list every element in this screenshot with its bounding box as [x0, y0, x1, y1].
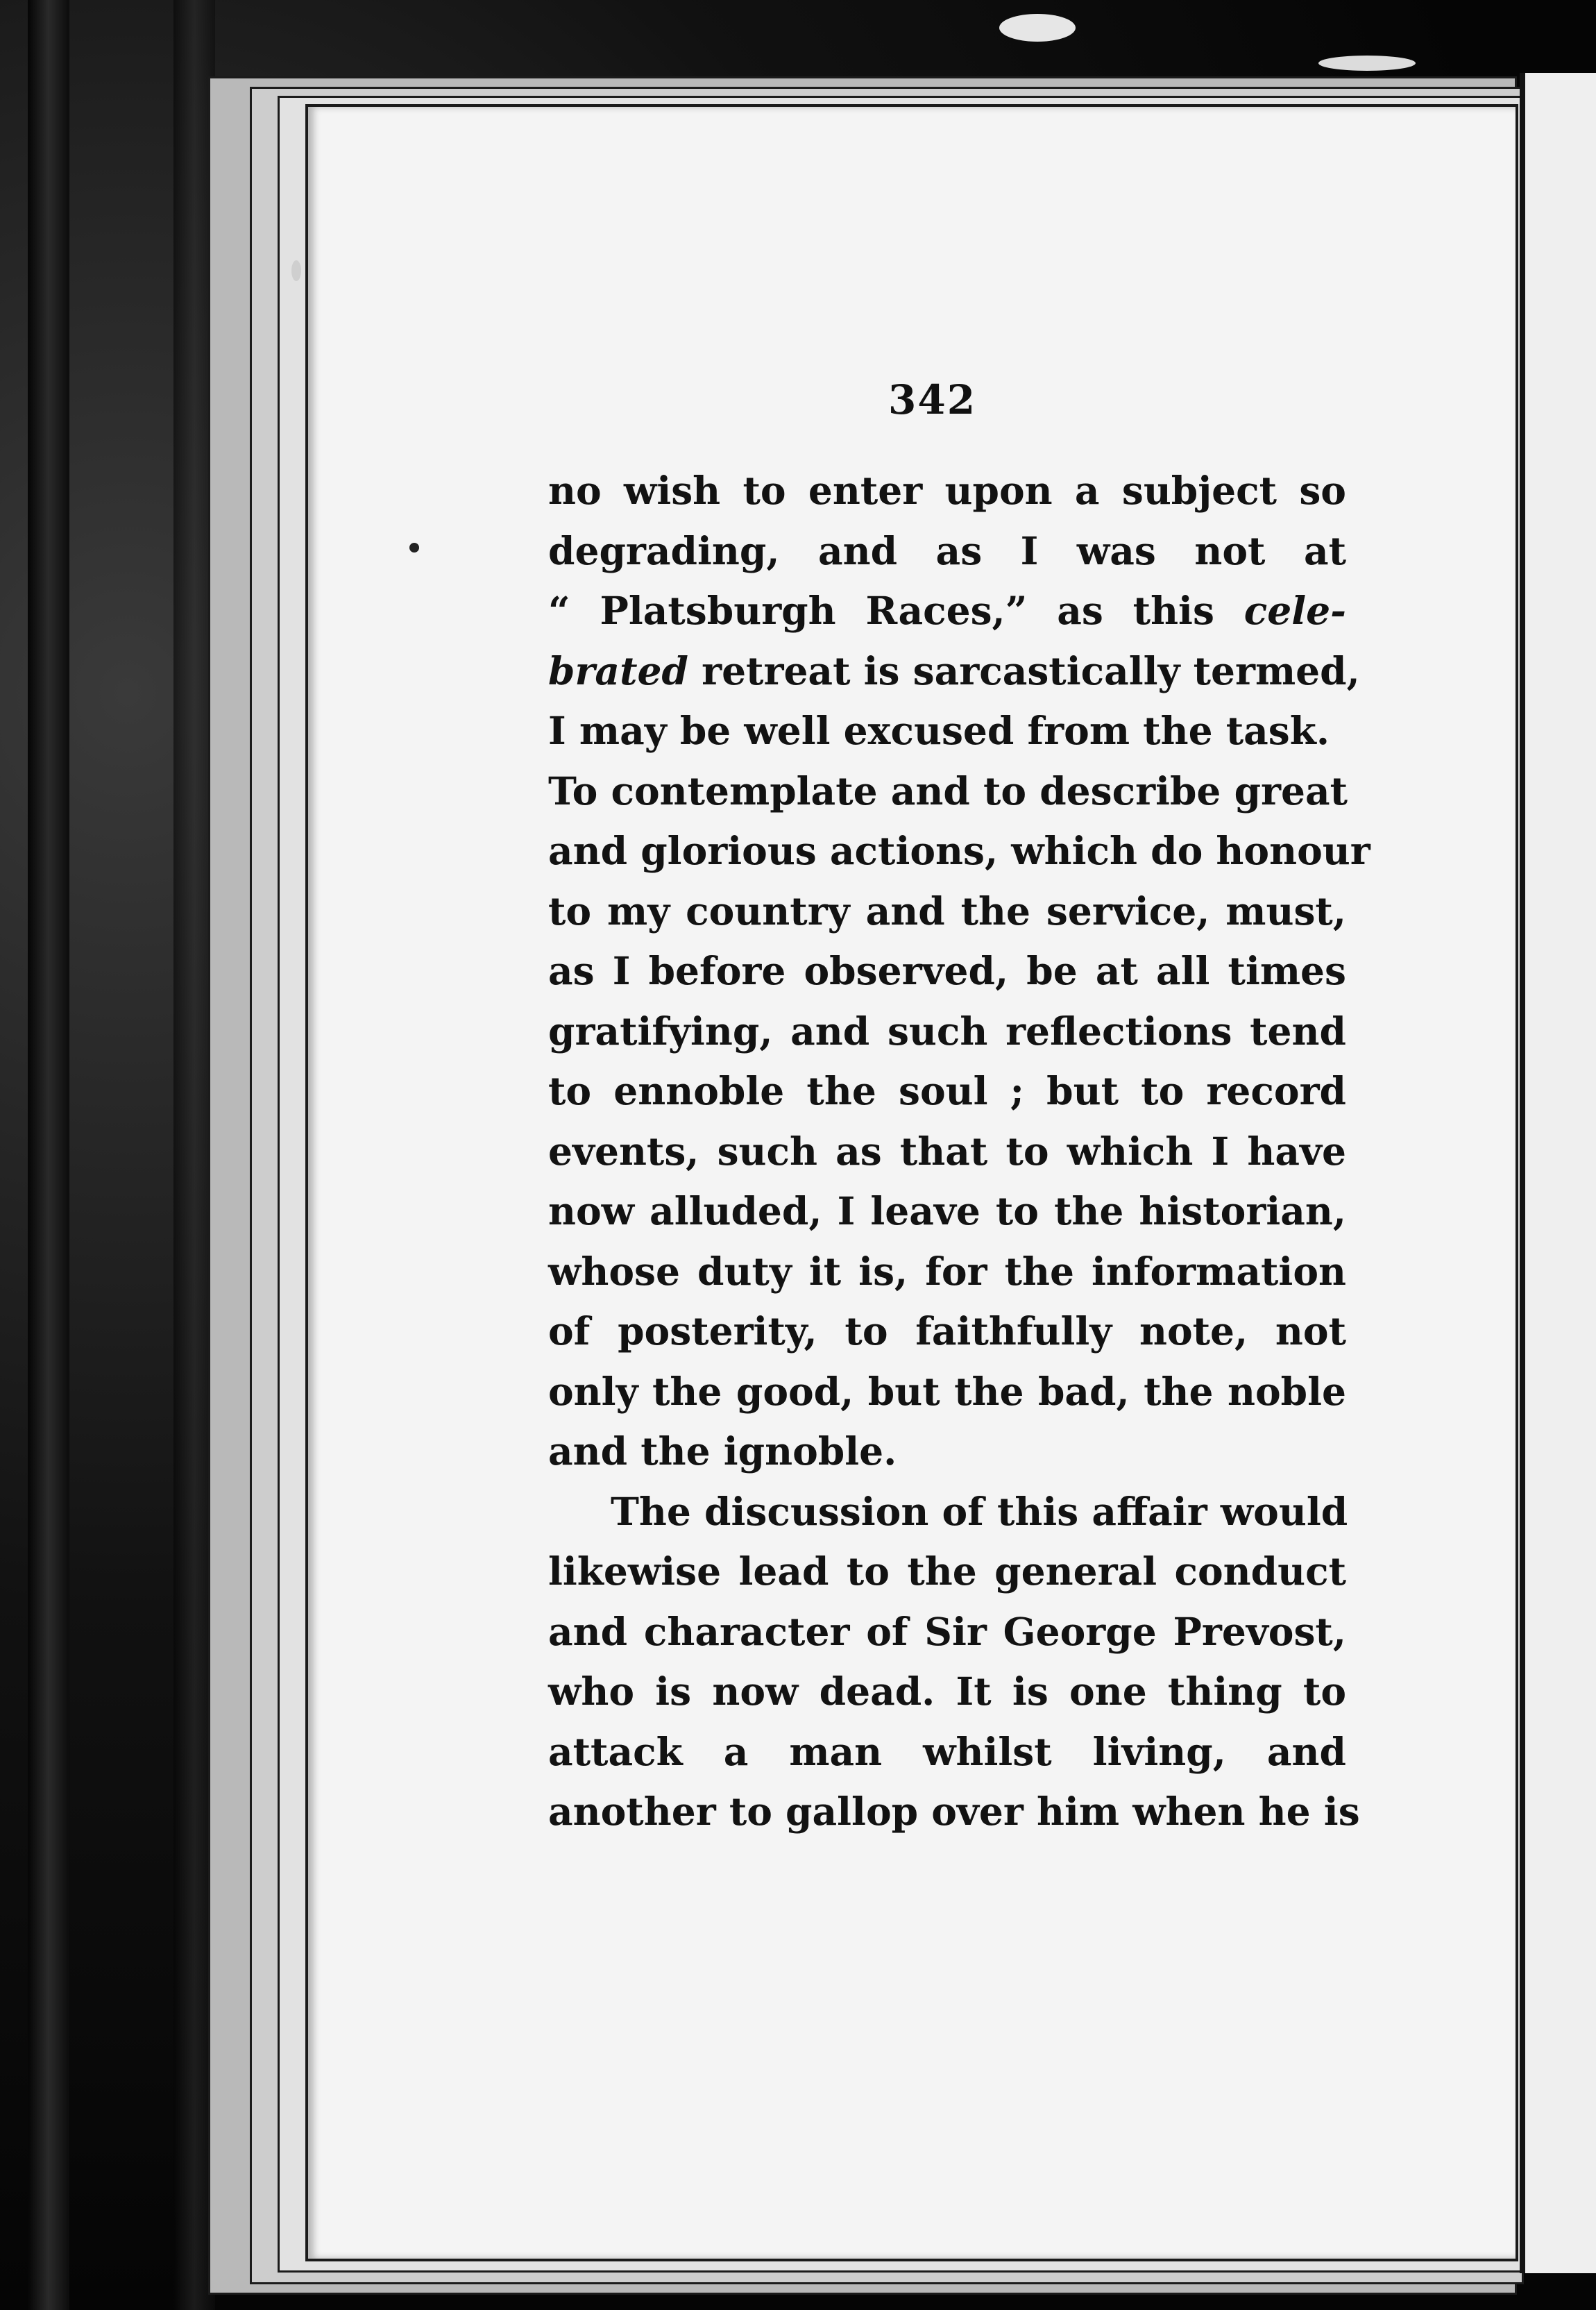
text-line: [548, 1602, 1346, 1662]
text-segment: another to gallop over him when he is: [548, 1789, 1360, 1834]
text-segment: gratifying, and such reflections tend: [548, 1008, 1346, 1054]
text-segment: and glorious actions, which do honour: [548, 828, 1370, 873]
text-line: [548, 1542, 1346, 1602]
text-line: [548, 461, 1346, 521]
text-segment: and the ignoble.: [548, 1428, 897, 1474]
text-line: [548, 882, 1346, 942]
text-line: [548, 1242, 1346, 1302]
text-segment: as I before observed, be at all times: [548, 948, 1346, 993]
text-segment: now alluded, I leave to the historian,: [548, 1188, 1346, 1233]
facing-page-edge: [1520, 73, 1596, 2273]
text-line: [548, 1181, 1346, 1242]
text-segment: I may be well excused from the task.: [548, 708, 1330, 753]
text-line: [548, 1482, 1346, 1542]
text-line: [548, 1362, 1346, 1422]
text-line: [548, 1061, 1346, 1122]
text-segment: retreat is sarcastically termed,: [688, 648, 1360, 693]
text-segment: events, such as that to which I have: [548, 1128, 1346, 1174]
text-line: [548, 1722, 1346, 1782]
text-line: [548, 1422, 1346, 1482]
text-segment: of posterity, to faithfully note, not: [548, 1308, 1346, 1354]
text-segment: whose duty it is, for the information: [548, 1248, 1346, 1294]
dust-speck: [999, 14, 1076, 42]
text-line: [548, 641, 1360, 702]
text-line: [548, 941, 1346, 1002]
page-number: 342: [888, 376, 977, 423]
text-segment: to my country and the service, must,: [548, 888, 1346, 934]
dust-speck: [1318, 56, 1416, 71]
text-line: [548, 821, 1370, 882]
ink-dot: [409, 543, 419, 553]
text-segment: degrading, and as I was not at: [548, 528, 1346, 573]
text-segment: and character of Sir George Prevost,: [548, 1608, 1346, 1654]
text-line: [548, 521, 1346, 582]
body-text: [548, 461, 1370, 1842]
text-segment: To contemplate and to describe great: [548, 768, 1348, 813]
text-segment: no wish to enter upon a subject so: [548, 468, 1346, 513]
dust-speck: [291, 260, 301, 281]
text-segment: to ennoble the soul ; but to record: [548, 1068, 1346, 1113]
text-segment: “ Platsburgh Races,” as this: [548, 588, 1244, 633]
text-segment: only the good, but the bad, the noble: [548, 1368, 1346, 1414]
text-line: [548, 1301, 1346, 1362]
italic-word: cele-: [1243, 588, 1346, 633]
text-line: [548, 701, 1346, 761]
text-segment: who is now dead. It is one thing to: [548, 1669, 1346, 1714]
text-segment: The discussion of this affair would: [611, 1488, 1348, 1534]
text-line: [548, 1662, 1346, 1722]
text-segment: likewise lead to the general conduct: [548, 1549, 1346, 1594]
text-line: [548, 581, 1346, 641]
text-line: [548, 1002, 1346, 1062]
text-segment: attack a man whilst living, and: [548, 1728, 1346, 1774]
spine-shadow: [28, 0, 69, 2310]
text-line: [548, 761, 1346, 822]
text-line: [548, 1782, 1360, 1842]
text-line: [548, 1122, 1346, 1182]
italic-word: brated: [548, 648, 688, 693]
